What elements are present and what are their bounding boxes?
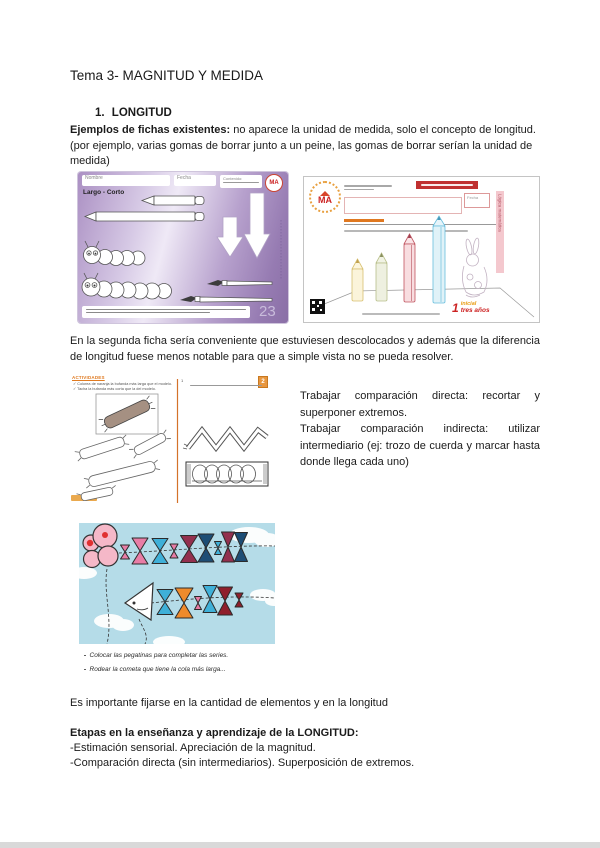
footer-instructions-box: [82, 306, 250, 318]
worksheet-image-largo-corto: [78, 172, 288, 323]
qr-code-icon: [310, 299, 325, 314]
pencil-green-icon: [376, 253, 387, 301]
section-heading: [95, 107, 172, 119]
ma-logo-text: MA: [269, 180, 279, 186]
page-title: Tema 3- MAGNITUD Y MEDIDA: [70, 68, 264, 83]
brand-number: 1: [452, 300, 459, 315]
name-field-label: Nombre: [85, 175, 103, 181]
page-edge-gap: [0, 842, 600, 848]
side-note-line-2: Trabajar comparación indirecta: utilizar intermediario (ej: trozo de cuerda y marcar hasta donde llega cada uno): [300, 423, 540, 468]
paragraph-ejemplos-lead: Ejemplos de fichas existentes:: [70, 124, 231, 136]
footer-instruction-line-2: [86, 312, 210, 313]
side-category-label: Lógica matemática: [496, 191, 504, 273]
instruction-2: ✓ Tacha la bufanda más corta que la del modelo.: [73, 387, 156, 391]
pencil-blue-icon: [433, 216, 445, 303]
paragraph-importante: Es importante fijarse en la cantidad de elementos y en la longitud: [70, 697, 388, 709]
kite-bullet-1: [84, 652, 228, 659]
pencil-pink-icon: [404, 234, 415, 302]
bullet-dot: [84, 655, 86, 657]
content-field-label: Contenido:: [223, 176, 243, 181]
largo-corto-illustration: [78, 172, 288, 323]
stages-heading: Etapas en la enseñanza y aprendizaje de la LONGITUD:: [70, 727, 359, 739]
paragraph-ejemplos-text: no aparece la unidad de medida, solo el concepto de longitud.(por ejemplo, varias gomas de borrar junto a un peine, las gomas de borrar serían la unidad de medida): [70, 124, 536, 167]
loops-tracing-box: [186, 462, 268, 486]
copyright-line: [362, 313, 440, 315]
activities-header: ACTIVIDADES: [72, 375, 105, 380]
caterpillar-long-icon: [82, 273, 172, 299]
date-field-label: Fecha: [467, 194, 479, 200]
scarves-illustration: [70, 374, 283, 505]
brand-line-1: inicial: [460, 301, 477, 307]
instruction-1: ✓ Colorea de naranja la bufanda más larga que el modelo.: [73, 382, 173, 386]
kite-bullet-2: [84, 666, 226, 673]
pencil-long-icon: [85, 212, 204, 221]
paintbrush-short-icon: [207, 280, 272, 286]
kites-illustration: [79, 523, 275, 644]
inicial-tres-anos-logo: [452, 301, 490, 314]
model-scarf-frame: [96, 394, 158, 434]
stage-2: -Comparación directa (sin intermediarios). Superposición de extremos.: [70, 757, 415, 769]
paragraph-ejemplos: [70, 123, 542, 170]
arrow-down-long-icon: [244, 193, 270, 258]
page-badge: 2: [258, 376, 268, 388]
paragraph-segunda-ficha: En la segunda ficha sería conveniente que estuviesen descolocados y además que la diferencia de longitud fuese menos notable para que a simple vista no se pueda resolver.: [70, 335, 540, 363]
zigzag-scarf-icon: [183, 430, 267, 449]
stage-1: -Estimación sensorial. Apreciación de la magnitud.: [70, 742, 316, 754]
pencil-yellow-icon: [352, 259, 363, 301]
section-number: 1.: [95, 107, 105, 119]
worksheet-image-bufandas: [70, 374, 283, 505]
pencils-illustration: [304, 177, 539, 322]
worksheet-image-cometas: [70, 517, 285, 675]
worksheet-image-pencils: [303, 176, 540, 323]
side-note-line-1: Trabajar comparación directa: recortar y superponer extremos.: [300, 390, 540, 419]
scarf-a-icon: [75, 435, 129, 461]
date-field-label: Fecha: [177, 175, 191, 181]
scarf-d-icon: [77, 485, 118, 502]
scarf-c-icon: [84, 459, 160, 488]
panel-number: 1: [181, 378, 184, 383]
page-number: 23: [259, 303, 276, 320]
caterpillar-short-icon: [84, 241, 146, 266]
paintbrush-long-icon: [180, 296, 272, 302]
brand-line-2: tres años: [460, 307, 490, 314]
side-note: [300, 388, 540, 471]
kite-bullet-1-text: Colocar las pegatinas para completar las series.: [89, 652, 229, 659]
ma-logo-text: MA: [318, 194, 332, 205]
arrow-down-short-icon: [217, 217, 243, 257]
bullet-dot: [84, 669, 86, 671]
footer-instruction-line-1: [86, 309, 246, 310]
pencil-short-icon: [142, 196, 204, 205]
section-title: LONGITUD: [111, 107, 172, 119]
worksheet-title: Largo - Corto: [83, 189, 125, 196]
kite-bullet-2-text: Rodear la cometa que tiene la cola más larga...: [89, 666, 226, 673]
